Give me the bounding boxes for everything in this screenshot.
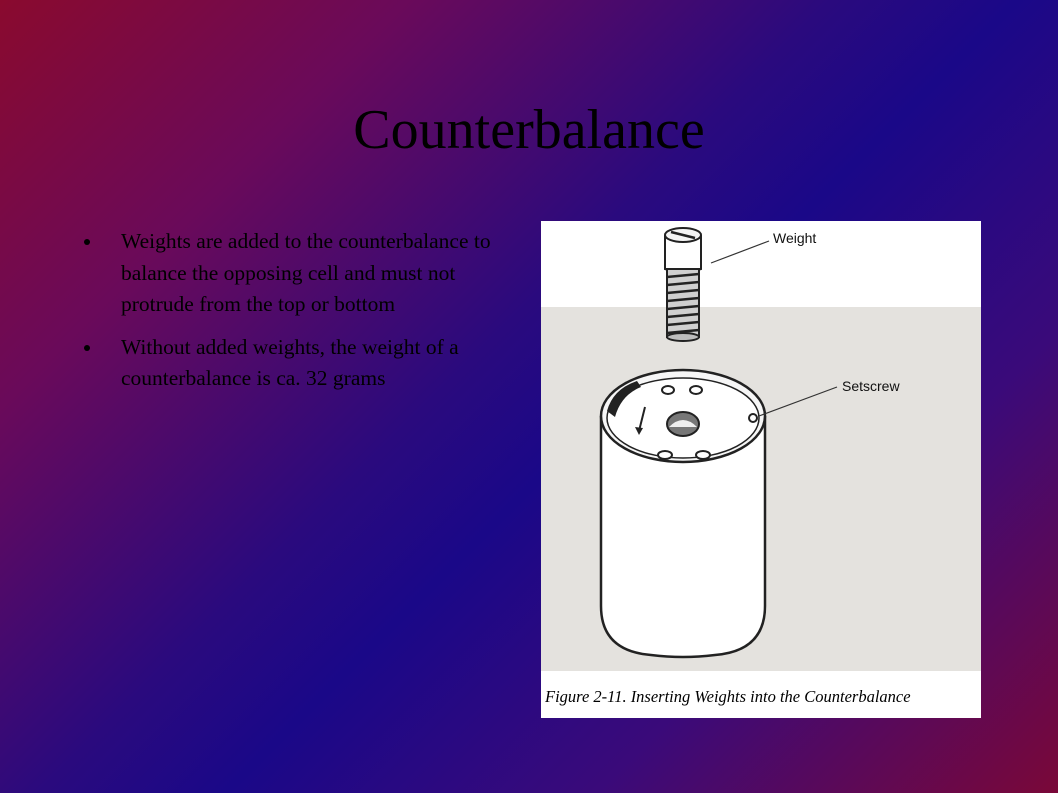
bullet-text: Without added weights, the weight of a counterbalance is ca. 32 grams <box>121 334 459 390</box>
bullet-dot-icon <box>84 239 90 245</box>
counterbalance-illustration <box>541 221 981 718</box>
bullet-dot-icon <box>84 345 90 351</box>
bullet-text: Weights are added to the counterbalance to balance the opposing cell and must not protrude from the top or bottom <box>121 229 491 316</box>
counterbalance-cylinder-icon <box>601 370 765 657</box>
counterbalance-figure <box>541 221 981 718</box>
weight-label: Weight <box>773 230 817 246</box>
bullet-item <box>84 332 514 395</box>
setscrew-label: Setscrew <box>842 378 900 394</box>
setscrew-leader-line <box>759 387 837 416</box>
weight-icon <box>665 228 701 341</box>
figure-caption: Figure 2-11. Inserting Weights into the Counterbalance <box>545 687 911 706</box>
slide-title: Counterbalance <box>353 99 705 161</box>
bullet-list <box>84 226 514 406</box>
weight-leader-line <box>711 241 769 263</box>
bullet-item <box>84 226 514 321</box>
